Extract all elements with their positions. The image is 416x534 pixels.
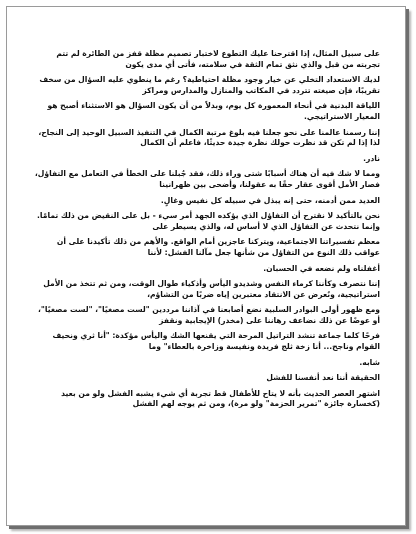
paragraph: إننا رسمنا عالمنا على نحو جعلنا فيه بلوغ مرتبة الكمال في التنفيذ السبيل الوحيد إلى النجاح، لذا إذا لم تكن قد نظرت حولك نظرة جيدة حديثًا، فاعلم أن الكمال [38,127,380,148]
paragraph: العديد ممن أدمنه، حتى إنه يبذل في سبيله كل نفيس وغالٍ. [160,195,380,205]
paragraph: فرحًا كلما جماعة تنشد التراتيل المرحة التي يقنعها الشك واليأس مؤكدة: "أنا ثري ونحيف القوام وناجح... أنا زخة ثلج فريدة ونفيسة وزاخرة بالعطاء" وما [52,331,380,352]
paragraph: إننا نتصرف وكأننا كرماء النفس وشديدو اليأس وأذكياء طوال الوقت، ومن ثم تتخذ من الأمل استراتيجية، ونُعرض عن الانتقاد معتبرين إياه ضربًا من التشاؤم، [43,279,380,299]
paragraph: معظم تفسيراتنا الاجتماعية، ويتركنا عاجزين أمام الواقع. والأهم من ذلك تأكيدنا على أن عواقب ذلك النوع من التفاؤل من شأنها جعل مآلنا الفشل: لأننا [56,237,380,257]
paragraph: ومع ظهور أولى البوادر السلبية نضع أصابعنا في آذاننا مرددين "لست مصغيًا"، "لست مصغيًا"، أو عوضًا عن ذلك نضاعف رهاننا على (مخدر) الإيجابية ونقفز [38,305,380,325]
paragraph: أغفلناه ولم نضعه في الحسبان. [263,263,380,273]
paragraph: شابه. [359,357,380,367]
paragraph: نادر. [363,153,380,163]
paragraph: على سبيل المثال، إذا اقترحنا عليك التطوع لاختبار تصميم مظلة قفز من الطائرة لم تتم تجربته من قبل والذي نثق تمام الثقة في سلامته، فأتى أي مدى يكون [56,49,380,69]
paragraph: نحن بالتأكيد لا نقترح أن التفاؤل الذي يؤكده الجهد أمر سيء - بل على النقيض من ذلك تمامًا. وإنما نتحدث عن التفاؤل الذي لا أساس له، والذي يسيطر على [37,211,380,231]
document-body [32,49,380,415]
section-heading: الحقيقة أننا نعد أنفسنا للفشل [266,373,380,383]
paragraph: لديك الاستعداد التخلي عن خيار وجود مظلة احتياطية؟ رغم ما ينطوي عليه السؤال من سخف تقريبًا، فإن صيغته تتردد في المكاتب والمنازل والمدارس ومراكز [39,75,380,95]
paragraph: ومما لا شك فيه أن هناك أسبابًا شتى وراء ذلك، فقد جُبلنا على الخطأ في التعامل مع التفاؤل، فصار الأمل أقوى عقار حقًا به عقولنا، وأضحى بين ظهرانينا [34,169,380,189]
paragraph: اشتهر العصر الحديث بأنه لا يتاح للأطفال قط تجربة أي شيء يشبه الفشل ولو من بعيد (كخسارة جائزة "تمرير الحزمة" ولو مرة)، ومن ثم يوجه لهم الفشل [61,388,380,409]
document-page [6,6,406,526]
paragraph: اللياقة البدنية في أنحاء المعمورة كل يوم، وبدلاً من أن يكون السؤال هو الاستثناء أصبح هو المعيار الاستراتيجي. [47,101,380,121]
